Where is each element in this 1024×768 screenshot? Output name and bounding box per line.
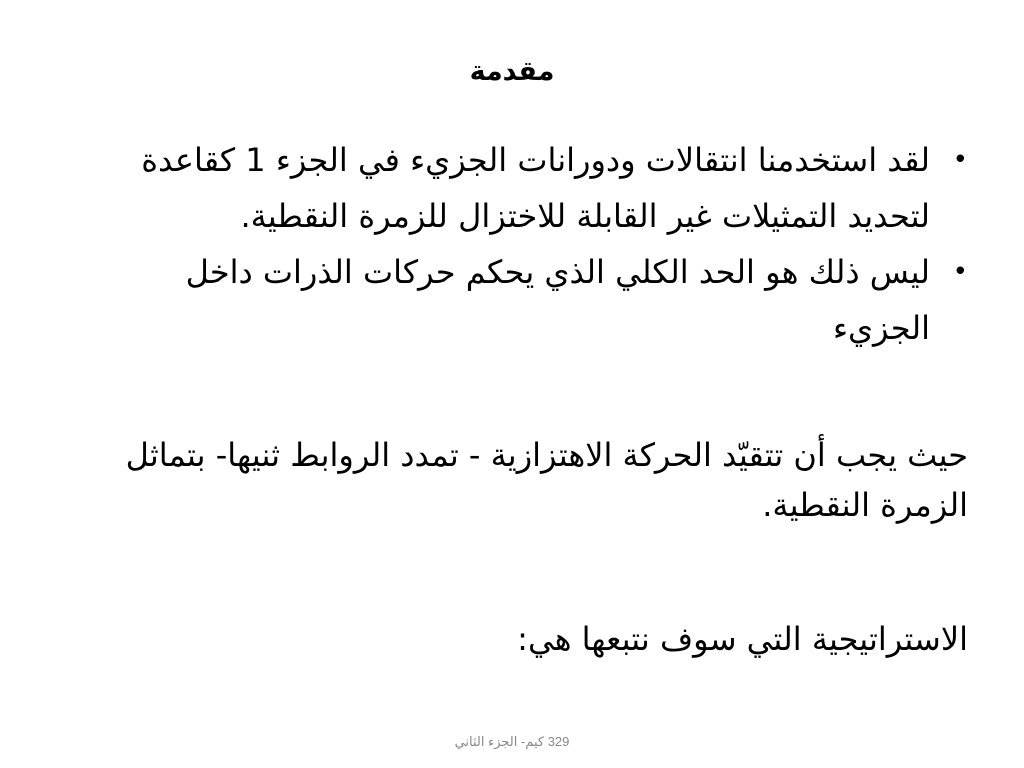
slide-footer: 329 كيم- الجزء الثاني [454, 734, 570, 749]
paragraph-strategy: الاستراتيجية التي سوف نتبعها هي: [517, 620, 968, 658]
paragraph-vibration: حيث يجب أن تتقيّد الحركة الاهتزازية - تمدد الروابط ثنيها- بتماثل الزمرة النقطية. [125, 436, 968, 524]
slide-title: مقدمة [469, 56, 555, 87]
bullet-item-1 [92, 132, 972, 244]
bullet-text-2: ليس ذلك هو الحد الكلي الذي يحكم حركات الذرات داخل الجزيء [185, 253, 930, 347]
bullet-dot-icon: • [952, 145, 968, 175]
bullet-dot-icon: • [952, 257, 968, 287]
bullet-list [92, 132, 972, 356]
bullet-item-2 [92, 244, 972, 356]
bullet-text-1: لقد استخدمنا انتقالات ودورانات الجزيء في الجزء 1 كقاعدة لتحديد التمثيلات غير القابلة للاختزال للزمرة النقطية. [141, 141, 930, 235]
